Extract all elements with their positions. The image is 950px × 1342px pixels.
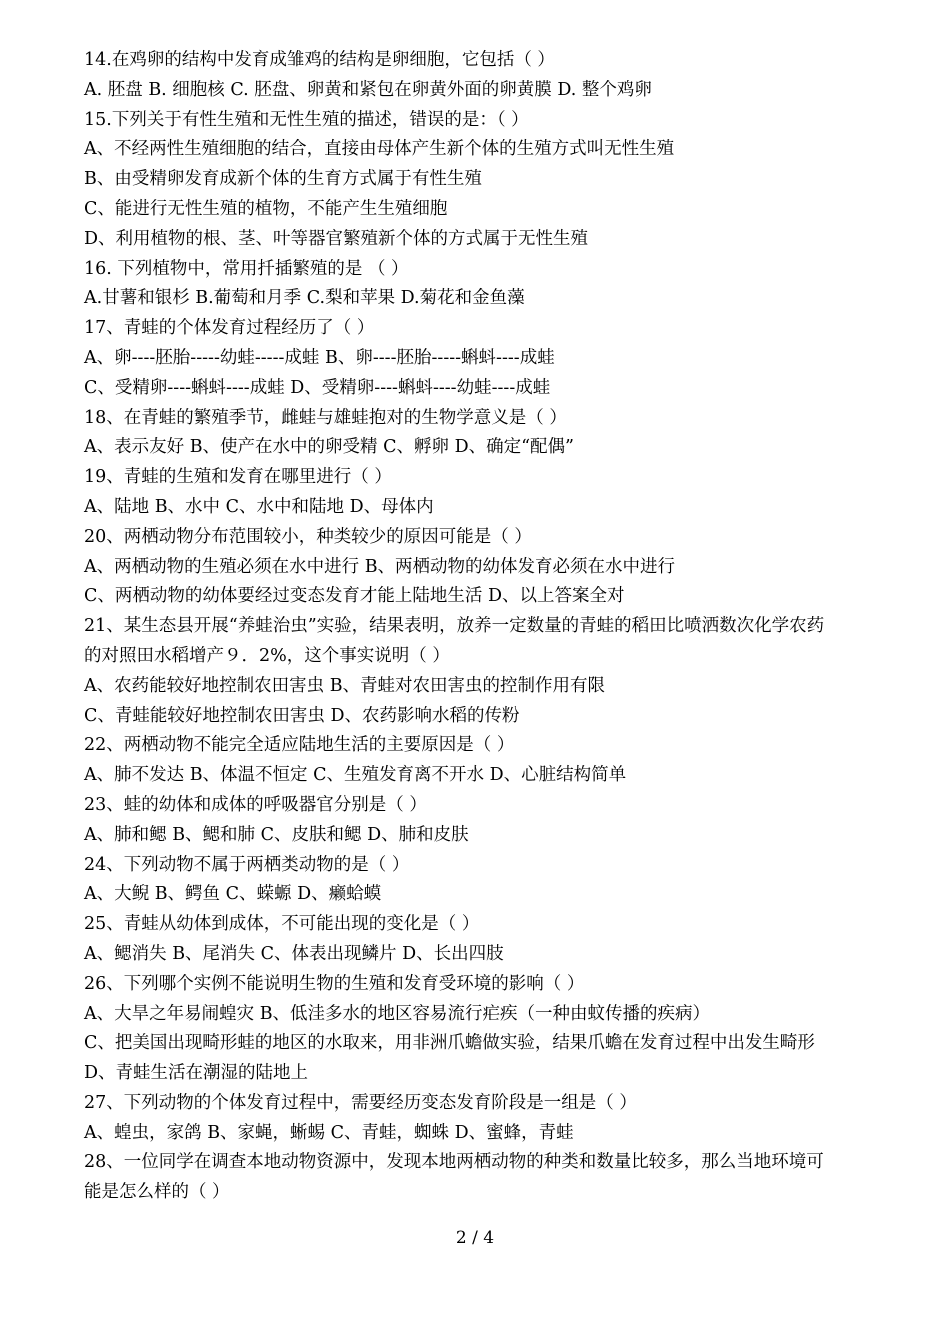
text-line: A、鳃消失 B、尾消失 C、体表出现鳞片 D、长出四肢 [84,943,504,964]
text-line: A、表示友好 B、使产在水中的卵受精 C、孵卵 D、确定“配偶” [84,437,574,458]
text-line: D、利用植物的根、茎、叶等器官繁殖新个体的方式属于无性生殖 [84,228,589,249]
text-line: A.甘薯和银杉 B.葡萄和月季 C.梨和苹果 D.菊花和金鱼藻 [84,288,525,309]
text-line: 27、下列动物的个体发育过程中，需要经历变态发育阶段是一组是（ ） [84,1092,637,1113]
text-line: 25、青蛙从幼体到成体，不可能出现的变化是（ ） [84,914,480,935]
text-line: C、受精卵----蝌蚪----成蛙 D、受精卵----蝌蚪----幼蛙----成蛙 [84,377,551,398]
text-line: A、大鲵 B、鳄鱼 C、蝾螈 D、癞蛤蟆 [84,884,382,905]
text-line: 22、两栖动物不能完全适应陆地生活的主要原因是（ ） [84,735,515,756]
text-line: 17、青蛙的个体发育过程经历了（ ） [84,318,375,339]
text-line: A、陆地 B、水中 C、水中和陆地 D、母体内 [84,496,434,517]
text-line: 26、下列哪个实例不能说明生物的生殖和发育受环境的影响（ ） [84,973,585,994]
text-line: A、大旱之年易闹蝗灾 B、低洼多水的地区容易流行疟疾（一种由蚊传播的疾病） [84,1003,711,1024]
text-line: 15.下列关于有性生殖和无性生殖的描述，错误的是：（ ） [84,109,529,130]
text-line: A、卵----胚胎-----幼蛙-----成蛙 B、卵----胚胎-----蝌蚪----成蛙 [84,347,555,368]
text-line: C、能进行无性生殖的植物，不能产生生殖细胞 [84,198,448,219]
text-line: 20、两栖动物分布范围较小，种类较少的原因可能是（ ） [84,526,532,547]
text-line: A、不经两性生殖细胞的结合，直接由母体产生新个体的生殖方式叫无性生殖 [84,139,675,160]
question-list [84,46,904,1208]
text-line: C、把美国出现畸形蛙的地区的水取来，用非洲爪蟾做实验，结果爪蟾在发育过程中出发生畸形 [84,1033,815,1054]
text-line: 的对照田水稻增产９．2%，这个事实说明（ ） [84,645,450,666]
text-line: 14.在鸡卵的结构中发育成雏鸡的结构是卵细胞，它包括（ ） [84,50,555,70]
text-line: 23、蛙的幼体和成体的呼吸器官分别是（ ） [84,794,427,815]
text-line: 19、青蛙的生殖和发育在哪里进行（ ） [84,467,392,488]
text-line: 能是怎么样的（ ） [84,1182,230,1203]
text-line: B、由受精卵发育成新个体的生育方式属于有性生殖 [84,169,482,190]
text-line: A、肺和鳃 B、鳃和肺 C、皮肤和鳃 D、肺和皮肤 [84,824,469,845]
text-line: 24、下列动物不属于两栖类动物的是（ ） [84,854,410,875]
text-line: A、农药能较好地控制农田害虫 B、青蛙对农田害虫的控制作用有限 [84,675,606,696]
page-number: 2 / 4 [455,1228,495,1248]
text-line: 28、一位同学在调查本地动物资源中，发现本地两栖动物的种类和数量比较多，那么当地环境可 [84,1152,824,1173]
text-line: A、蝗虫，家鸽 B、家蝇，蜥蜴 C、青蛙，蜘蛛 D、蜜蜂，青蛙 [84,1122,574,1143]
text-line: 18、在青蛙的繁殖季节，雌蛙与雄蛙抱对的生物学意义是（ ） [84,407,567,428]
text-line: 16. 下列植物中，常用扦插繁殖的是 （ ） [84,258,409,279]
text-line: A. 胚盘 B. 细胞核 C. 胚盘、卵黄和紧包在卵黄外面的卵黄膜 D. 整个鸡卵 [84,79,652,100]
text-line: C、两栖动物的幼体要经过变态发育才能上陆地生活 D、以上答案全对 [84,586,625,607]
text-line: D、青蛙生活在潮湿的陆地上 [84,1063,309,1084]
text-line: 21、某生态县开展“养蛙治虫”实验，结果表明，放养一定数量的青蛙的稻田比喷洒数次化学农药 [84,616,825,637]
text-line: A、肺不发达 B、体温不恒定 C、生殖发育离不开水 D、心脏结构简单 [84,765,627,786]
text-line: C、青蛙能较好地控制农田害虫 D、农药影响水稻的传粉 [84,705,520,726]
text-line: A、两栖动物的生殖必须在水中进行 B、两栖动物的幼体发育必须在水中进行 [84,556,676,577]
